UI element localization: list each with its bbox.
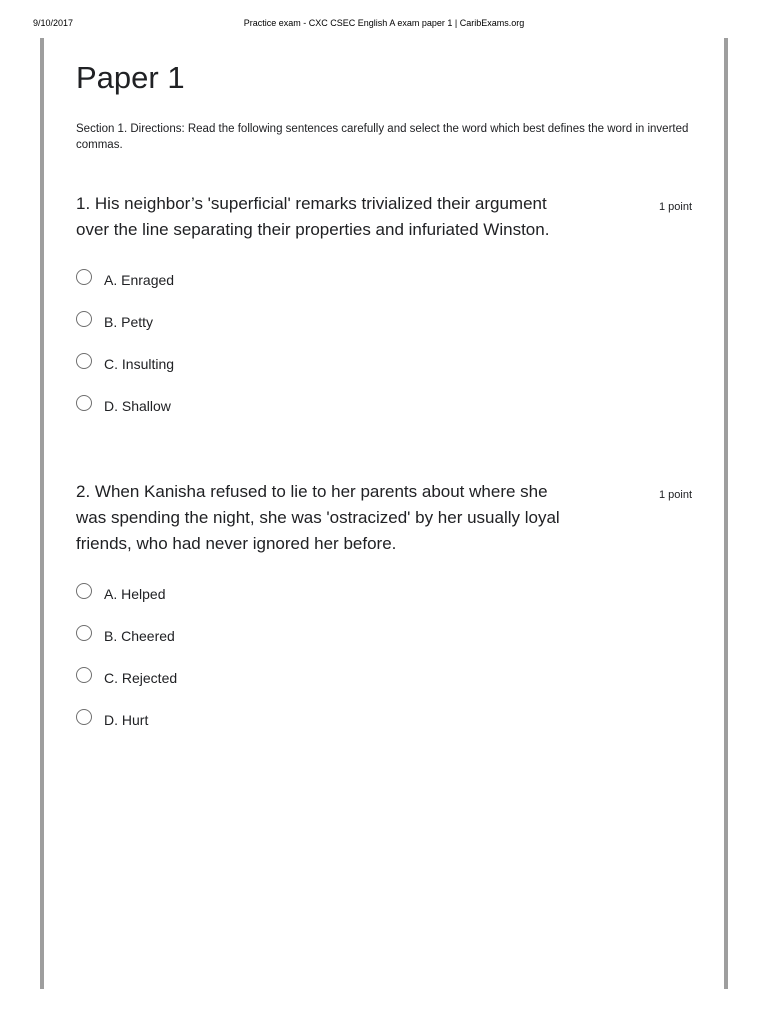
form-left-border (40, 38, 44, 989)
option-label: C. Rejected (104, 670, 178, 686)
option-label: A. Enraged (104, 272, 175, 288)
radio-unchecked-icon[interactable] (76, 269, 92, 285)
question-points: 1 point (658, 489, 692, 501)
option-b[interactable] (76, 301, 716, 343)
option-c[interactable] (76, 657, 716, 699)
print-date: 9/10/2017 (33, 18, 74, 28)
option-label: D. Shallow (104, 398, 171, 414)
print-title: Practice exam - CXC CSEC English A exam paper 1 | CaribExams.org (243, 18, 525, 28)
option-label: A. Helped (104, 586, 166, 602)
form-title: Paper 1 (76, 60, 185, 95)
option-d[interactable] (76, 699, 716, 741)
radio-unchecked-icon[interactable] (76, 353, 92, 369)
option-b[interactable] (76, 615, 716, 657)
option-label: B. Petty (104, 314, 154, 330)
option-label: D. Hurt (104, 712, 149, 728)
options-group (76, 259, 716, 427)
radio-unchecked-icon[interactable] (76, 709, 92, 725)
option-a[interactable] (76, 573, 716, 615)
option-label: B. Cheered (104, 628, 175, 644)
form-right-border (724, 38, 728, 989)
print-header (0, 18, 768, 32)
options-group (76, 573, 716, 741)
question-2 (76, 479, 716, 741)
option-c[interactable] (76, 343, 716, 385)
question-1 (76, 191, 716, 427)
radio-unchecked-icon[interactable] (76, 311, 92, 327)
option-a[interactable] (76, 259, 716, 301)
radio-unchecked-icon[interactable] (76, 395, 92, 411)
option-label: C. Insulting (104, 356, 175, 372)
form-description: Section 1. Directions: Read the following sentences carefully and select the word which best defines the word in inverted commas. (76, 123, 689, 151)
radio-unchecked-icon[interactable] (76, 625, 92, 641)
option-d[interactable] (76, 385, 716, 427)
question-text: 2. When Kanisha refused to lie to her parents about where she was spending the night, she was 'ostracized' by her usually loyal friends, who had never ignored her before. (76, 482, 560, 553)
radio-unchecked-icon[interactable] (76, 583, 92, 599)
radio-unchecked-icon[interactable] (76, 667, 92, 683)
question-text: 1. His neighbor’s 'superficial' remarks trivialized their argument over the line separating their properties and infuriated Winston. (76, 194, 550, 239)
question-points: 1 point (658, 201, 692, 213)
